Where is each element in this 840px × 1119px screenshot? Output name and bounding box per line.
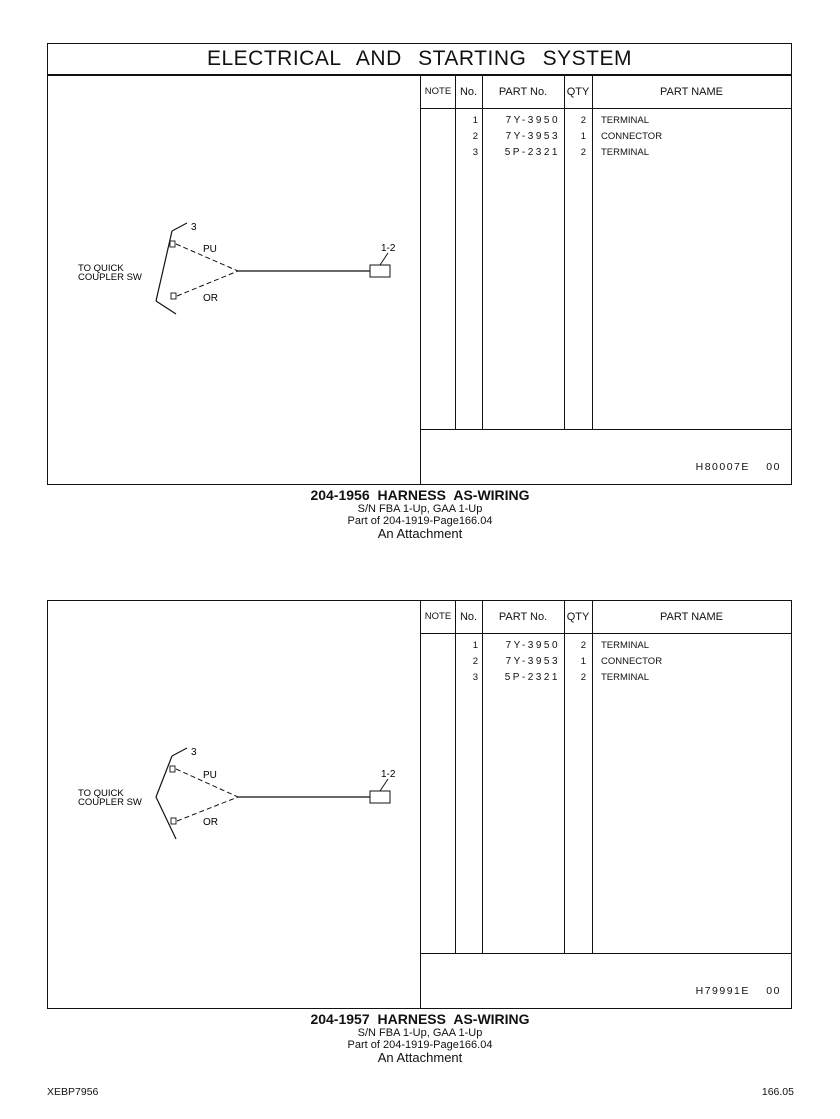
table-row [421, 115, 791, 131]
wiring-diagram [48, 76, 421, 484]
row-part-name: TERMINAL [601, 147, 650, 158]
harness-caption-1 [0, 487, 840, 541]
connector-icon [370, 791, 390, 803]
serial-range: S/N FBA 1-Up, GAA 1-Up [357, 503, 483, 515]
switch-line-bottom [156, 301, 176, 314]
harness-title: 204-1956 HARNESS AS-WIRING [310, 487, 530, 503]
section-header [47, 43, 792, 75]
part-of-reference: Part of 204-1919-Page166.04 [347, 515, 493, 527]
row-no: 1 [472, 115, 478, 126]
table-row [421, 640, 791, 656]
terminal-icon [170, 766, 175, 772]
terminal-icon [171, 293, 176, 299]
destination-label-line1: TO QUICK [78, 788, 124, 799]
switch-line-top [156, 756, 172, 797]
row-qty: 2 [580, 115, 586, 126]
table-row [421, 131, 791, 147]
destination-label-line2: COUPLER SW [78, 797, 142, 808]
callout-leader-3 [172, 748, 187, 756]
drawing-code: H79991E 00 [695, 985, 781, 997]
table-header [421, 601, 791, 634]
header-qty: QTY [566, 86, 590, 98]
terminal-icon [170, 241, 175, 247]
row-part-name: TERMINAL [601, 115, 650, 126]
callout-3: 3 [191, 222, 197, 233]
row-part-no: 5P-2321 [504, 672, 560, 683]
row-part-no: 5P-2321 [504, 147, 560, 158]
row-part-no: 7Y-3950 [505, 115, 560, 126]
table-row [421, 656, 791, 672]
row-part-name: TERMINAL [601, 640, 650, 651]
header-no: No. [459, 611, 478, 623]
header-no: No. [459, 86, 478, 98]
row-part-no: 7Y-3950 [505, 640, 560, 651]
row-part-no: 7Y-3953 [505, 131, 560, 142]
parts-table [420, 601, 791, 1008]
wiring-diagram-svg [48, 601, 421, 1008]
row-part-name: TERMINAL [601, 672, 650, 683]
harness-panel-2 [47, 600, 792, 1009]
callout-3: 3 [191, 747, 197, 758]
table-footer [421, 953, 791, 1008]
callout-leader-1-2 [380, 253, 388, 265]
row-qty: 1 [580, 131, 586, 142]
header-qty: QTY [566, 611, 590, 623]
header-part-name: PART NAME [660, 86, 723, 98]
page-number: 166.05 [761, 1086, 794, 1098]
wire-label-pu: PU [203, 244, 217, 255]
header-note: NOTE [424, 86, 452, 97]
callout-leader-1-2 [380, 779, 388, 791]
row-part-name: CONNECTOR [601, 656, 663, 667]
row-part-name: CONNECTOR [601, 131, 663, 142]
serial-range: S/N FBA 1-Up, GAA 1-Up [357, 1027, 483, 1039]
row-no: 2 [472, 131, 478, 142]
callout-1-2: 1-2 [381, 243, 396, 254]
table-row [421, 147, 791, 163]
harness-panel-1 [47, 75, 792, 485]
destination-label-line2: COUPLER SW [78, 272, 142, 283]
wire-label-or: OR [203, 817, 218, 828]
attachment-note: An Attachment [377, 1050, 463, 1065]
table-header [421, 76, 791, 109]
wiring-diagram-svg [48, 76, 421, 484]
row-no: 3 [472, 672, 478, 683]
header-part-no: PART No. [498, 86, 548, 98]
header-part-name: PART NAME [660, 611, 723, 623]
wire-label-pu: PU [203, 770, 217, 781]
harness-caption-2 [0, 1011, 840, 1065]
wire-label-or: OR [203, 293, 218, 304]
header-note: NOTE [424, 611, 452, 622]
row-no: 1 [472, 640, 478, 651]
table-footer [421, 429, 791, 484]
row-qty: 2 [580, 640, 586, 651]
attachment-note: An Attachment [377, 526, 463, 541]
connector-icon [370, 265, 390, 277]
row-qty: 1 [580, 656, 586, 667]
callout-leader-3 [172, 223, 187, 231]
part-of-reference: Part of 204-1919-Page166.04 [347, 1039, 493, 1051]
document-id: XEBP7956 [47, 1086, 99, 1098]
terminal-icon [171, 818, 176, 824]
row-qty: 2 [580, 147, 586, 158]
parts-table [420, 76, 791, 484]
destination-label-line1: TO QUICK [78, 263, 124, 274]
drawing-code: H80007E 00 [695, 461, 781, 473]
row-part-no: 7Y-3953 [505, 656, 560, 667]
row-no: 2 [472, 656, 478, 667]
harness-title: 204-1957 HARNESS AS-WIRING [310, 1011, 530, 1027]
row-qty: 2 [580, 672, 586, 683]
wiring-diagram [48, 601, 421, 1008]
row-no: 3 [472, 147, 478, 158]
table-row [421, 672, 791, 688]
header-part-no: PART No. [498, 611, 548, 623]
callout-1-2: 1-2 [381, 769, 396, 780]
page-title: ELECTRICAL AND STARTING SYSTEM [206, 47, 633, 70]
